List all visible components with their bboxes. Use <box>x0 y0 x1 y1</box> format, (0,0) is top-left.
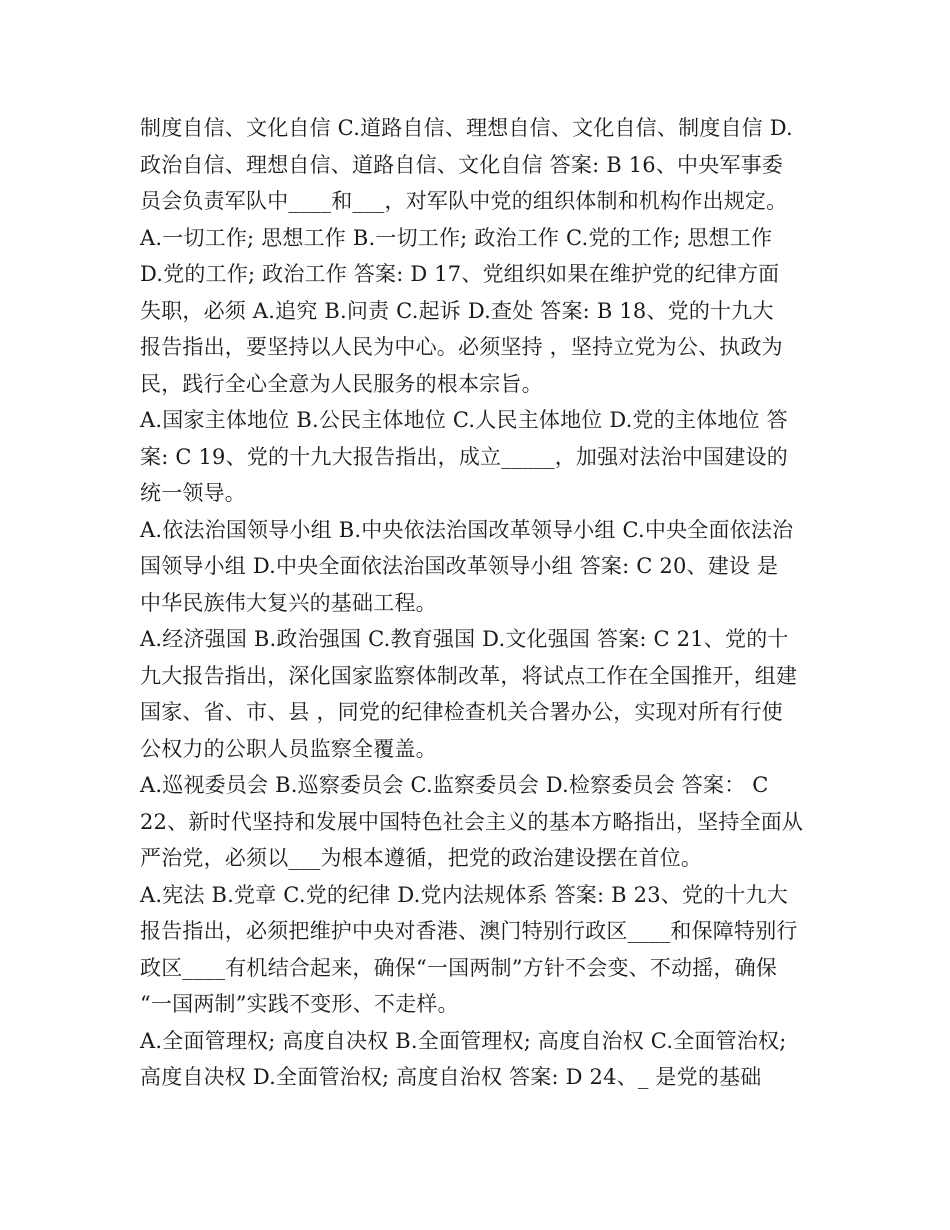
text-line: A.一切工作; 思想工作 B.一切工作; 政治工作 C.党的工作; 思想工作 <box>140 225 773 250</box>
text-line: 政治自信、理想自信、道路自信、文化自信 答案: B 16、中央军事委 <box>140 152 784 177</box>
text-line: 案: C 19、党的十九大报告指出，成立_____，加强对法治中国建设的 <box>140 444 788 469</box>
text-line: 政区____有机结合起来，确保“一国两制”方针不会变、不动摇，确保 <box>140 955 778 980</box>
text-line: 制度自信、文化自信 C.道路自信、理想自信、文化自信、制度自信 D. <box>140 116 793 140</box>
text-line: 民，践行全心全意为人民服务的根本宗旨。 <box>140 371 543 396</box>
text-line: 员会负责军队中____和___，对军队中党的组织体制和机构作出规定。 <box>140 189 788 213</box>
text-line: 统一领导。 <box>140 481 246 505</box>
text-line: 国领导小组 D.中央全面依法治国改革领导小组 答案: C 20、建设 是 <box>140 554 779 578</box>
text-line: 中华民族伟大复兴的基础工程。 <box>140 590 437 615</box>
text-line: 报告指出，必须把维护中央对香港、澳门特别行政区____和保障特别行 <box>140 919 798 943</box>
text-line: 国家、省、市、县 ，同党的纪律检查机关合署办公，实现对所有行使 <box>140 700 783 724</box>
text-line: A.全面管理权; 高度自决权 B.全面管理权; 高度自治权 C.全面管治权; <box>140 1028 787 1053</box>
text-line: 公权力的公职人员监察全覆盖。 <box>140 736 437 761</box>
document-body <box>140 110 830 1096</box>
text-line: A.经济强国 B.政治强国 C.教育强国 D.文化强国 答案: C 21、党的十 <box>140 627 789 651</box>
text-line: D.党的工作; 政治工作 答案: D 17、党组织如果在维护党的纪律方面 <box>140 262 780 286</box>
text-line: 九大报告指出，深化国家监察体制改革，将试点工作在全国推开，组建 <box>140 663 798 688</box>
text-line: “一国两制”实践不变形、不走样。 <box>140 992 459 1016</box>
text-line: A.依法治国领导小组 B.中央依法治国改革领导小组 C.中央全面依法治 <box>140 517 794 542</box>
text-line: 高度自决权 D.全面管治权; 高度自治权 答案: D 24、_ 是党的基础 <box>140 1065 762 1089</box>
text-line: 22、新时代坚持和发展中国特色社会主义的基本方略指出，坚持全面从 <box>140 809 804 834</box>
text-line: A.巡视委员会 B.巡察委员会 C.监察委员会 D.检察委员会 答案： C <box>140 773 769 797</box>
text-line: 失职，必须 A.追究 B.问责 C.起诉 D.查处 答案: B 18、党的十九大 <box>140 298 774 323</box>
text-line: A.宪法 B.党章 C.党的纪律 D.党内法规体系 答案: B 23、党的十九大 <box>140 882 788 907</box>
text-line: 严治党，必须以___为根本遵循，把党的政治建设摆在首位。 <box>140 846 703 870</box>
text-line: A.国家主体地位 B.公民主体地位 C.人民主体地位 D.党的主体地位 答 <box>140 408 788 432</box>
text-line: 报告指出，要坚持以人民为中心。必须坚持 ，坚持立党为公、执政为 <box>140 335 783 359</box>
